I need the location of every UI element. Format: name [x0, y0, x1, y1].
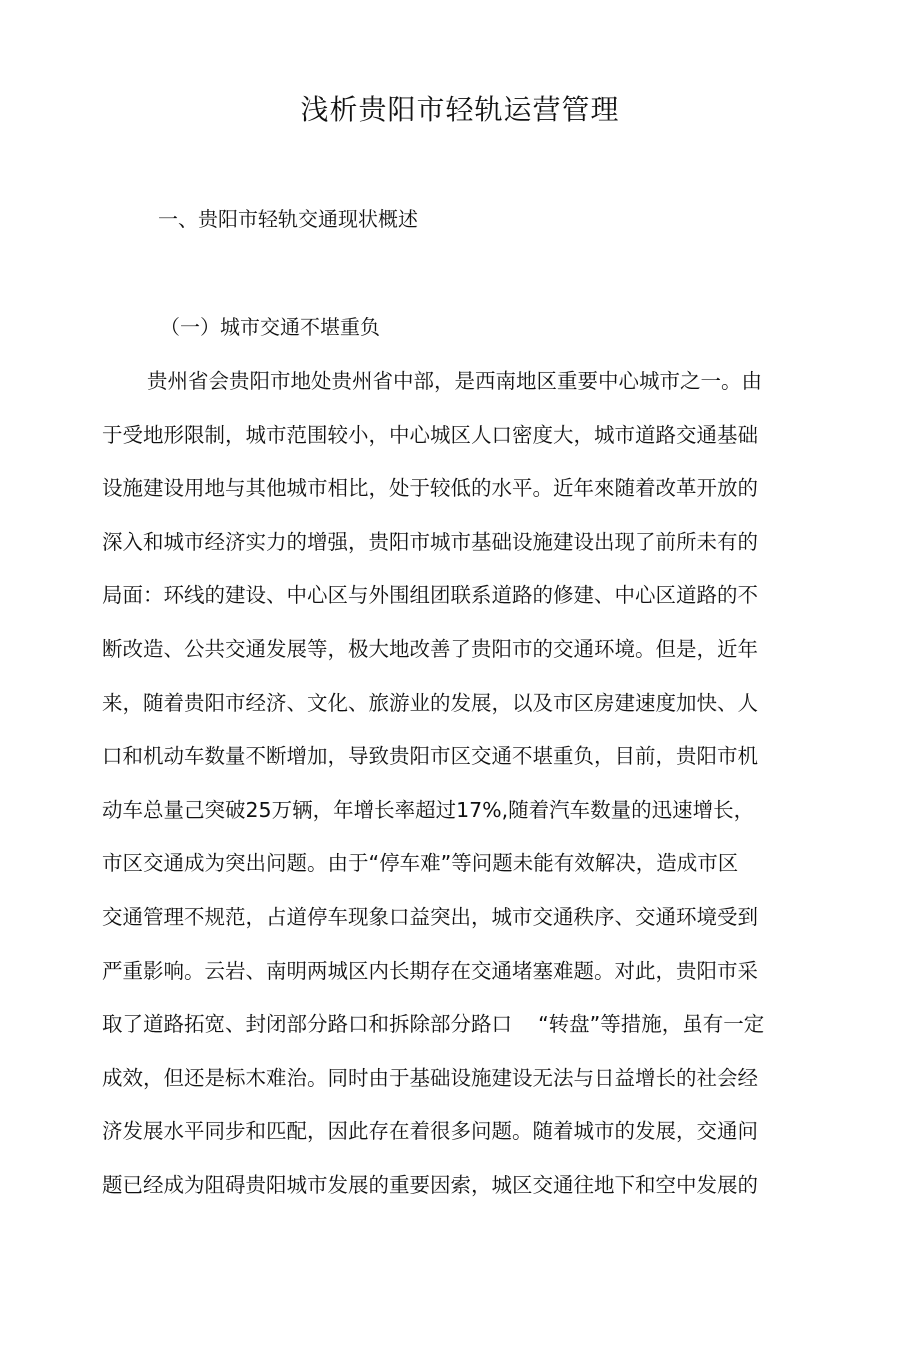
paragraph-line: 设施建设用地与其他城市相比，处于较低的水平。近年來随着改革开放的 [102, 476, 758, 501]
subsection-heading: （一）城市交通不堪重负 [160, 315, 380, 339]
paragraph-line: 于受地形限制，城市范围较小，中心城区人口密度大，城市道路交通基础 [102, 422, 758, 447]
body-paragraph [102, 355, 822, 1213]
paragraph-line: 济发展水平同步和匹配，因此存在着很多问题。随着城市的发展，交通问 [102, 1119, 758, 1144]
paragraph-line: 严重影响。云岩、南明两城区内长期存在交通堵塞难题。对此，贵阳市采 [102, 958, 758, 983]
section-heading: 一、贵阳市轻轨交通现状概述 [158, 207, 418, 231]
paragraph-line: 来，随着贵阳市经济、文化、旅游业的发展，以及市区房建速度加快、人 [102, 690, 758, 715]
paragraph-line: 交通管理不规范，占道停车现象口益突出，城市交通秩序、交通环境受到 [102, 904, 758, 929]
paragraph-line: 口和机动车数量不断增加，导致贵阳市区交通不堪重负，目前，贵阳市机 [102, 744, 758, 769]
paragraph-line: 取了道路拓宽、封闭部分路口和拆除部分路口 “转盘”等措施，虽有一定 [102, 1012, 765, 1037]
paragraph-line: 成效，但还是标木难治。同时由于基础设施建设无法与日益增长的社会经 [102, 1065, 758, 1090]
paragraph-line: 题已经成为阻碍贵阳城市发展的重要因索，城区交通往地下和空中发展的 [102, 1172, 758, 1197]
paragraph-line: 局面：环线的建设、中心区与外围组团联系道路的修建、中心区道路的不 [102, 583, 758, 608]
paragraph-line: 市区交通成为突出问题。由于“停车难”等问题未能有效解决，造成市区 [102, 851, 739, 876]
paragraph-line: 深入和城市经济实力的增强，贵阳市城市基础设施建设出现了前所未有的 [102, 529, 758, 554]
document-title: 浅析贵阳市轻轨运营管理 [300, 93, 620, 126]
paragraph-line: 断改造、公共交通发展等，极大地改善了贵阳市的交通环境。但是，近年 [102, 636, 758, 661]
paragraph-line: 动车总量己突破25万辆，年增长率超过17%,随着汽车数量的迅速增长， [102, 797, 755, 822]
paragraph-line: 贵州省会贵阳市地处贵州省中部，是西南地区重要中心城市之一。由 [147, 369, 762, 393]
